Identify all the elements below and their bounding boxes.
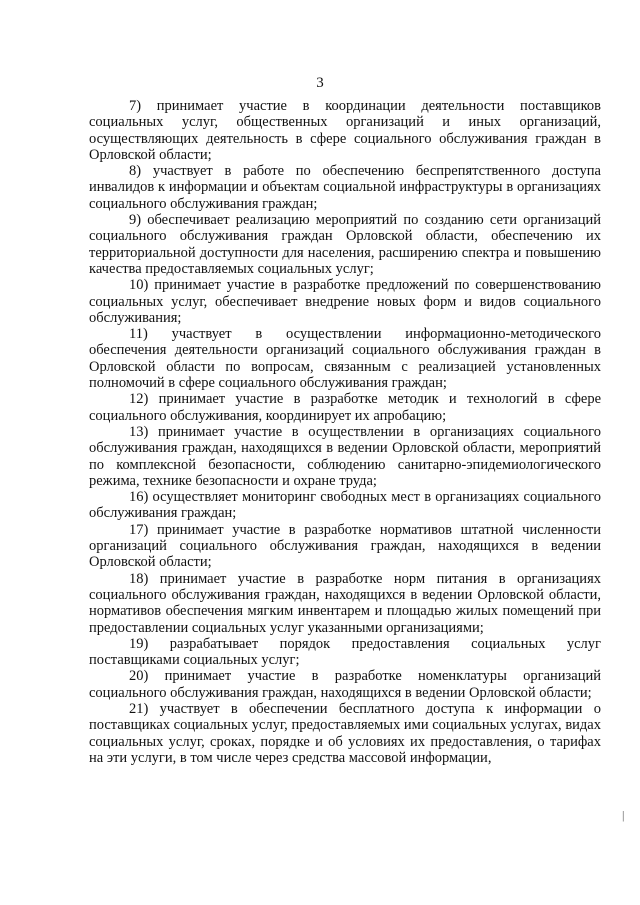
paragraph-item-16: 16) осуществляет мониторинг свободных мест в организациях социального обслуживания граждан;	[89, 489, 601, 522]
paragraph-item-8: 8) участвует в работе по обеспечению беспрепятственного доступа инвалидов к информации и объектам социальной инфраструктуры в организациях социального обслуживания граждан;	[89, 163, 601, 212]
paragraph-item-19: 19) разрабатывает порядок предоставления социальных услуг поставщиками социальных услуг;	[89, 635, 601, 669]
paragraph-item-12: 12) принимает участие в разработке методик и технологий в сфере социального обслуживания, координирует их апробацию;	[89, 391, 601, 424]
scan-edge-mark: |	[622, 808, 625, 822]
paragraph-item-9: 9) обеспечивает реализацию мероприятий по созданию сети организаций социального обслуживания граждан Орловской области, обеспечению их территориальной доступности для населения, расширению спектра и повышению качества предоставляемых социальных услуг;	[89, 212, 601, 277]
document-body	[89, 98, 601, 766]
paragraph-item-18: 18) принимает участие в разработке норм питания в организациях социального обслуживания граждан, находящихся в ведении Орловской области, нормативов обеспечения мягким инвентарем и площадью жилых помещений при предоставлении социальных услуг указанными организациями;	[89, 570, 601, 636]
paragraph-item-7: 7) принимает участие в координации деятельности поставщиков социальных услуг, общественных организаций и иных организаций, осуществляющих деятельность в сфере социального обслуживания граждан в Орловской области;	[89, 98, 601, 163]
paragraph-item-21: 21) участвует в обеспечении бесплатного доступа к информации о поставщиках социальных услуг, предоставляемых ими социальных услугах, видах социальных услуг, сроках, порядке и об условиях их предоставления, о тарифах на эти услуги, в том числе через средства массовой информации,	[89, 700, 601, 766]
paragraph-item-10: 10) принимает участие в разработке предложений по совершенствованию социальных услуг, обеспечивает внедрение новых форм и видов социального обслуживания;	[89, 277, 601, 326]
paragraph-item-20: 20) принимает участие в разработке номенклатуры организаций социального обслуживания граждан, находящихся в ведении Орловской области;	[89, 668, 601, 701]
page-number: 3	[316, 75, 324, 91]
paragraph-item-13: 13) принимает участие в осуществлении в организациях социального обслуживания граждан, находящихся в ведении Орловской области, мероприятий по комплексной безопасности, соблюдению санитарно-эпидемиологического режима, технике безопасности и охране труда;	[89, 423, 601, 489]
paragraph-item-17: 17) принимает участие в разработке нормативов штатной численности организаций социального обслуживания граждан, находящихся в ведении Орловской области;	[89, 521, 601, 571]
paragraph-item-11: 11) участвует в осуществлении информационно-методического обеспечения деятельности организаций социального обслуживания граждан в Орловской области по вопросам, связанным с реализацией установленных полномочий в сфере социального обслуживания граждан;	[89, 326, 601, 392]
